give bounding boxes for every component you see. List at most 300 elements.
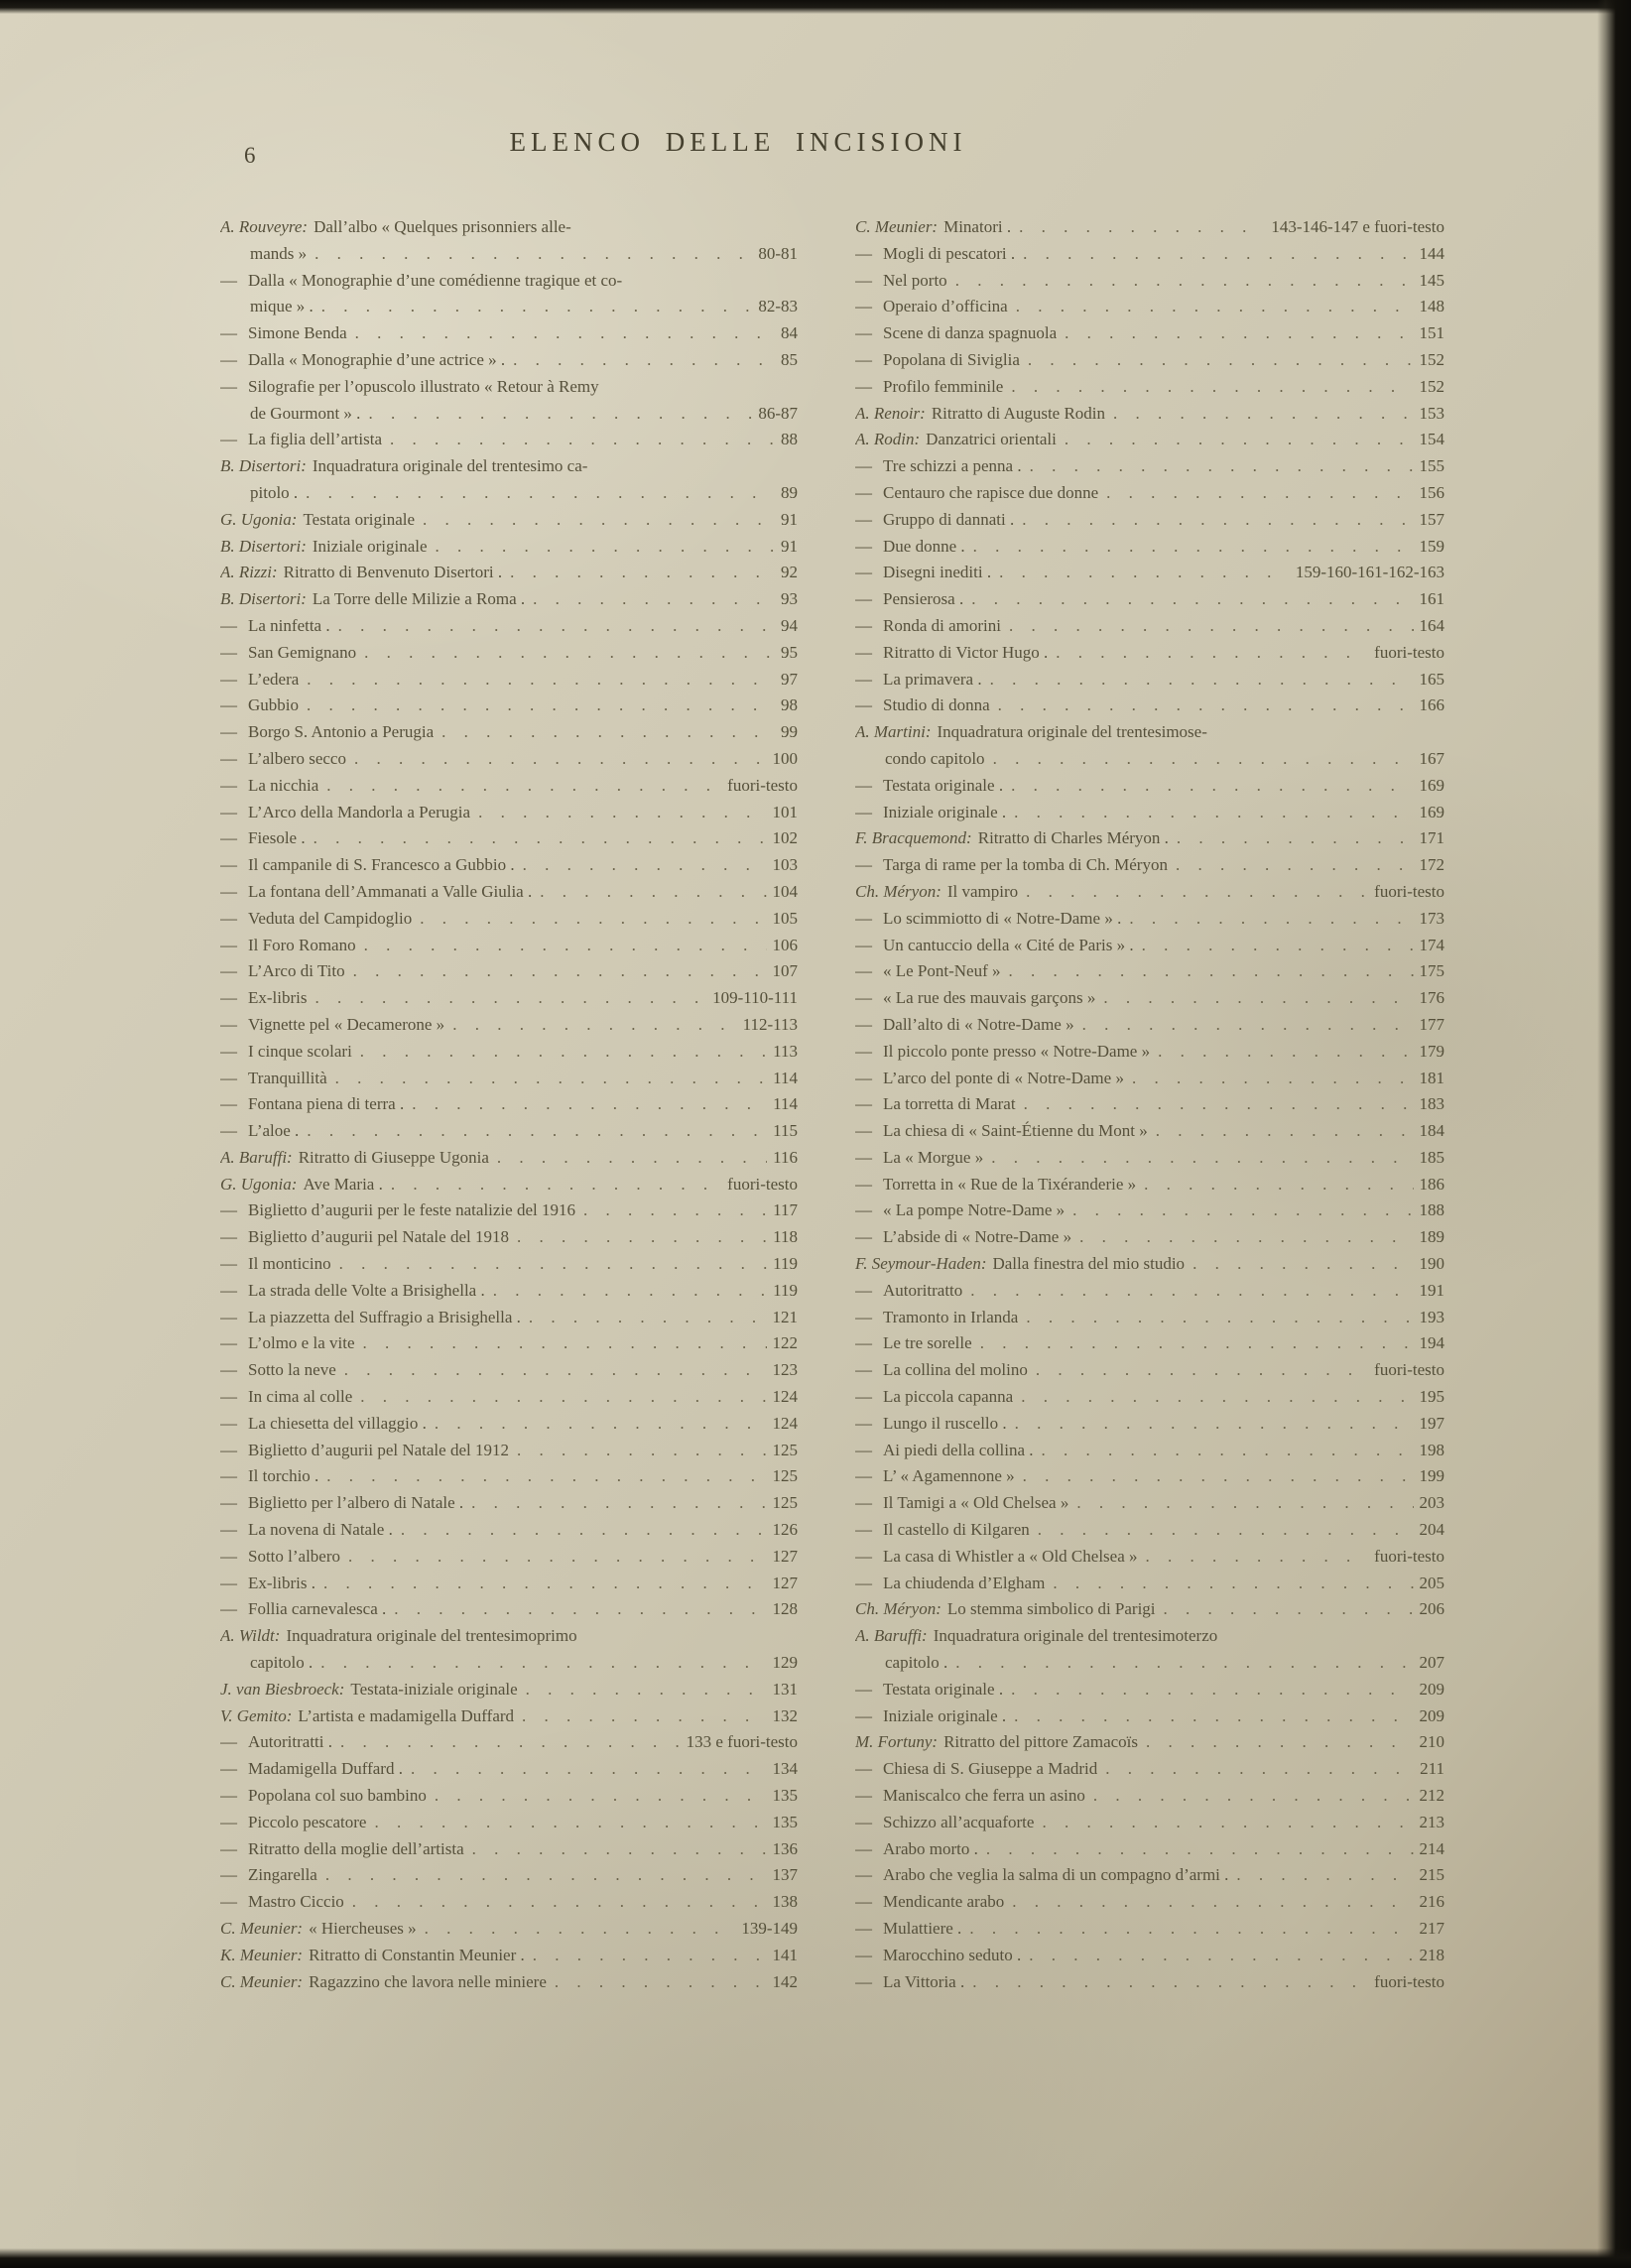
toc-entry	[220, 933, 798, 959]
page-ref: 171	[1419, 828, 1444, 848]
entry-author: —	[855, 961, 872, 981]
entry-title: Danzatrici orientali	[926, 430, 1057, 449]
toc-entry	[220, 879, 798, 906]
entry-text	[855, 1384, 1013, 1411]
dot-leader	[1021, 1384, 1413, 1411]
entry-text	[220, 825, 306, 852]
entry-text	[220, 879, 532, 906]
toc-entry	[855, 1305, 1444, 1331]
toc-entry	[855, 1197, 1444, 1224]
entry-title: La torretta di Marat	[883, 1094, 1016, 1114]
entry-text	[220, 1862, 317, 1889]
dot-leader	[972, 1969, 1368, 1996]
page-ref: 159	[1419, 536, 1444, 556]
toc-entry	[855, 320, 1444, 347]
dot-leader	[1177, 825, 1414, 852]
toc-entry	[220, 1305, 798, 1331]
page-ref: 101	[772, 802, 798, 821]
toc-entry	[855, 480, 1444, 507]
page-ref: 199	[1419, 1466, 1444, 1486]
toc-entry	[220, 1836, 798, 1863]
entry-title: L’arco del ponte di « Notre-Dame »	[883, 1068, 1124, 1087]
entry-title: Mogli di pescatori .	[883, 243, 1016, 263]
dot-leader	[1028, 347, 1414, 374]
entry-title: Lo stemma simbolico di Parigi	[946, 1599, 1156, 1619]
entry-author: —	[220, 1493, 237, 1513]
toc-entry	[220, 1251, 798, 1278]
entry-author: —	[855, 536, 872, 556]
entry-author: —	[855, 1147, 872, 1167]
entry-title: Ai piedi della collina .	[883, 1440, 1034, 1459]
toc-entry	[855, 1251, 1444, 1278]
entry-title: Il Tamigi a « Old Chelsea »	[883, 1493, 1069, 1513]
dot-leader	[326, 773, 721, 800]
page-ref: 210	[1419, 1732, 1444, 1752]
dot-leader	[1129, 906, 1413, 933]
entry-text	[220, 693, 299, 719]
dot-leader	[529, 1305, 767, 1331]
page-ref: 188	[1419, 1200, 1444, 1220]
page-ref: 142	[772, 1971, 798, 1991]
page-ref: 84	[781, 323, 798, 343]
entry-title: Zingarella	[248, 1865, 317, 1885]
dot-leader	[1011, 1677, 1413, 1703]
page-ref: 213	[1419, 1812, 1444, 1831]
entry-title: La chiesetta del villaggio .	[248, 1413, 427, 1433]
entry-title: Centauro che rapisce due donne	[883, 482, 1099, 502]
dot-leader	[1030, 453, 1414, 480]
entry-text	[855, 693, 990, 719]
entry-title: L’albero secco	[248, 748, 346, 768]
page-ref: 135	[772, 1812, 798, 1831]
dot-leader	[363, 1330, 767, 1357]
dot-leader	[1065, 427, 1414, 453]
entry-text	[220, 800, 470, 826]
page-ref: fuori-testo	[1374, 881, 1444, 901]
dot-leader	[1105, 1756, 1414, 1783]
entry-title: Le tre sorelle	[883, 1333, 972, 1353]
page-ref: 215	[1419, 1865, 1444, 1885]
entry-title: Dall’albo « Quelques prisonniers alle-	[314, 217, 571, 236]
dot-leader	[452, 1012, 736, 1039]
page-ref: 109-110-111	[712, 988, 798, 1008]
toc-entry	[855, 1172, 1444, 1198]
entry-author: —	[220, 908, 237, 928]
entry-author: —	[855, 1413, 872, 1433]
entry-title: Arabo che veglia la salma di un compagno d’armi .	[883, 1865, 1229, 1885]
entry-text	[220, 613, 330, 640]
entry-title: Due donne .	[883, 536, 965, 556]
toc-entry	[220, 347, 798, 374]
toc-entry	[220, 1783, 798, 1810]
entry-title: Ritratto di Constantin Meunier .	[309, 1945, 525, 1964]
dot-leader	[955, 1650, 1413, 1677]
dot-leader	[339, 1251, 768, 1278]
dot-leader	[1026, 879, 1368, 906]
page-ref: 119	[773, 1254, 798, 1274]
toc-entry	[220, 613, 798, 640]
page-ref: 194	[1419, 1333, 1444, 1353]
toc-entry	[220, 1012, 798, 1039]
dot-leader	[335, 1066, 767, 1092]
entry-text	[855, 852, 1168, 879]
dot-leader	[1146, 1729, 1413, 1756]
page-ref: 91	[781, 536, 798, 556]
page-ref: 124	[772, 1413, 798, 1433]
entry-author: —	[220, 1812, 237, 1831]
entry-text	[855, 1224, 1071, 1251]
entry-author: —	[855, 1280, 872, 1300]
dot-leader	[355, 320, 775, 347]
column-right	[855, 214, 1444, 1995]
toc-entry	[220, 667, 798, 693]
dot-leader	[523, 852, 767, 879]
toc-entry	[220, 214, 798, 241]
entry-text	[220, 374, 599, 401]
toc-entry	[855, 374, 1444, 401]
dot-leader	[401, 1517, 767, 1544]
entry-title-continued: de Gourmont » .	[250, 403, 361, 423]
entry-text	[855, 320, 1057, 347]
entry-title: L’artista e madamigella Duffard	[298, 1705, 515, 1725]
toc-entry	[855, 586, 1444, 613]
entry-text	[855, 1172, 1136, 1198]
dot-leader	[1076, 1490, 1413, 1517]
entry-text	[855, 480, 1098, 507]
entry-author: —	[220, 722, 237, 742]
entry-author: —	[220, 1014, 237, 1034]
entry-text	[855, 667, 982, 693]
entry-text	[220, 640, 356, 667]
entry-text	[855, 719, 1207, 746]
page-ref: 191	[1419, 1280, 1444, 1300]
toc-entry	[220, 507, 798, 534]
entry-author: B. Disertori:	[220, 589, 307, 609]
entry-title-continued: pitolo .	[250, 482, 299, 502]
entry-author: —	[855, 1520, 872, 1540]
entry-author: —	[855, 1892, 872, 1912]
entry-author: A. Baruffi:	[220, 1147, 293, 1167]
entry-author: —	[220, 1360, 237, 1380]
entry-text	[855, 1969, 964, 1996]
toc-entry	[855, 1836, 1444, 1863]
entry-author: —	[855, 669, 872, 689]
entry-author: —	[855, 323, 872, 343]
toc-entry	[855, 1012, 1444, 1039]
toc-entry	[855, 667, 1444, 693]
entry-text	[220, 1756, 403, 1783]
entry-title: Tramonto in Irlanda	[883, 1307, 1019, 1326]
entry-title: L’ « Agamennone »	[883, 1466, 1015, 1486]
entry-text	[855, 933, 1134, 959]
entry-title: Testata-iniziale originale	[350, 1679, 518, 1699]
entry-author: —	[855, 1068, 872, 1087]
entry-author: B. Disertori:	[220, 456, 307, 476]
entry-author: —	[220, 1520, 237, 1540]
entry-title: Il Foro Romano	[248, 935, 356, 954]
toc-entry	[855, 1517, 1444, 1544]
entry-title: La ninfetta .	[248, 615, 330, 635]
entry-text	[855, 1118, 1148, 1145]
page-ref: 181	[1419, 1068, 1444, 1087]
page-ref: 216	[1419, 1892, 1444, 1912]
entry-text	[855, 1571, 1045, 1597]
toc-entry-continuation	[220, 401, 798, 428]
page-ref: 209	[1419, 1705, 1444, 1725]
entry-author: —	[855, 1786, 872, 1806]
column-left	[220, 214, 798, 1995]
entry-author: —	[220, 270, 237, 290]
entry-author: —	[855, 695, 872, 715]
dot-leader	[374, 1810, 766, 1836]
entry-text	[220, 1278, 485, 1305]
entry-author: J. van Biesbroeck:	[220, 1679, 345, 1699]
entry-text	[855, 1623, 1217, 1650]
dot-leader	[314, 241, 752, 268]
page-ref: 214	[1419, 1838, 1444, 1858]
entry-text	[220, 1623, 577, 1650]
entry-author: —	[220, 669, 237, 689]
entry-author: A. Wildt:	[220, 1626, 281, 1646]
page-ref: 92	[781, 563, 798, 582]
entry-author: A. Rodin:	[855, 430, 921, 449]
page-ref: 80-81	[758, 243, 798, 263]
dot-leader	[991, 1145, 1413, 1172]
entry-author: —	[220, 1838, 237, 1858]
entry-text	[855, 427, 1057, 453]
folio-number: 6	[244, 143, 257, 168]
dot-leader	[971, 586, 1413, 613]
dot-leader	[441, 719, 775, 746]
toc-entry	[220, 586, 798, 613]
toc-entry-continuation	[220, 480, 798, 507]
toc-entry	[855, 268, 1444, 295]
dot-leader	[425, 1916, 736, 1943]
toc-entry	[220, 1703, 798, 1730]
entry-author: —	[855, 1121, 872, 1141]
entry-text	[220, 1596, 386, 1623]
toc-entry	[855, 985, 1444, 1012]
entry-title: Ritratto di Giuseppe Ugonia	[298, 1147, 489, 1167]
toc-entry	[220, 1039, 798, 1066]
entry-title: L’aloe .	[248, 1121, 300, 1141]
toc-entry	[220, 1916, 798, 1943]
entry-text	[220, 1251, 331, 1278]
dot-leader	[1014, 800, 1413, 826]
entry-author: —	[855, 1705, 872, 1725]
toc-entry	[855, 852, 1444, 879]
dot-leader	[1103, 985, 1413, 1012]
page-ref: 93	[781, 589, 798, 609]
entry-author: B. Disertori:	[220, 536, 307, 556]
entry-author: —	[220, 1759, 237, 1779]
dot-leader	[394, 1596, 766, 1623]
toc-entry	[855, 879, 1444, 906]
toc-entry	[220, 1411, 798, 1438]
entry-text	[855, 347, 1020, 374]
entry-author: Ch. Méryon:	[855, 1599, 941, 1619]
dot-leader	[472, 1836, 767, 1863]
page-ref: 105	[772, 908, 798, 928]
entry-title: Pensierosa .	[883, 589, 964, 609]
entry-title: Tre schizzi a penna .	[883, 456, 1022, 476]
entry-title: Veduta del Campidoglio	[248, 908, 413, 928]
entry-text	[855, 1836, 978, 1863]
entry-author: —	[220, 1573, 237, 1592]
dot-leader	[307, 1118, 767, 1145]
entry-author: —	[855, 855, 872, 875]
photo-edge-top	[0, 0, 1631, 14]
entry-title: Ronda di amorini	[883, 615, 1001, 635]
page-ref: 125	[772, 1440, 798, 1459]
entry-text	[220, 586, 525, 613]
entry-title: Sotto la neve	[248, 1360, 336, 1380]
dot-leader	[497, 1145, 767, 1172]
entry-title: Il torchio .	[248, 1466, 319, 1486]
page-ref: 136	[772, 1838, 798, 1858]
dot-leader	[1022, 507, 1413, 534]
dot-leader	[1053, 1571, 1413, 1597]
entry-author: —	[855, 1227, 872, 1247]
page-ref: 102	[772, 828, 798, 848]
toc-entry	[855, 1756, 1444, 1783]
dot-leader	[344, 1357, 767, 1384]
toc-entry-continuation	[220, 294, 798, 320]
entry-author: C. Meunier:	[220, 1919, 304, 1938]
toc-entry	[220, 1357, 798, 1384]
page-ref: 207	[1419, 1653, 1444, 1673]
entry-title: Fontana piena di terra .	[248, 1094, 405, 1114]
page-ref: 82-83	[758, 297, 798, 316]
entry-author: —	[855, 935, 872, 954]
toc-entry	[855, 1783, 1444, 1810]
dot-leader	[517, 1438, 767, 1464]
toc-entry	[220, 1943, 798, 1969]
dot-leader	[412, 1091, 767, 1118]
entry-author: —	[855, 297, 872, 316]
entry-title: La collina del molino	[883, 1360, 1028, 1380]
dot-leader	[998, 693, 1414, 719]
entry-text	[855, 1066, 1124, 1092]
dot-leader	[1036, 1357, 1368, 1384]
dot-leader	[1156, 1118, 1414, 1145]
entry-author: —	[220, 1280, 237, 1300]
entry-text	[855, 640, 1048, 667]
entry-author: —	[855, 1546, 872, 1566]
page-ref: 175	[1419, 961, 1444, 981]
page-ref: 145	[1419, 270, 1444, 290]
dot-leader	[1164, 1596, 1414, 1623]
entry-title: San Gemignano	[248, 642, 357, 662]
dot-leader	[1079, 1224, 1413, 1251]
page-ref: 98	[781, 695, 798, 715]
toc-entry	[220, 1384, 798, 1411]
dot-leader	[1065, 320, 1413, 347]
dot-leader	[1012, 1889, 1413, 1916]
entry-text	[855, 268, 947, 295]
entry-author: F. Bracquemond:	[855, 828, 972, 848]
toc-entry	[855, 427, 1444, 453]
dot-leader	[533, 586, 775, 613]
page-ref: fuori-testo	[1374, 1971, 1444, 1991]
entry-author: —	[855, 563, 872, 582]
toc-entry	[220, 1756, 798, 1783]
page-ref: 154	[1419, 430, 1444, 449]
entry-title: Madamigella Duffard .	[248, 1759, 403, 1779]
entry-author: —	[220, 1333, 237, 1353]
toc-entry-continuation	[855, 746, 1444, 773]
dot-leader	[540, 879, 766, 906]
page-ref: 164	[1419, 615, 1444, 635]
toc-entry	[220, 1729, 798, 1756]
page-ref: 137	[772, 1865, 798, 1885]
toc-entry	[855, 1118, 1444, 1145]
entry-author: —	[855, 349, 872, 369]
dot-leader	[526, 1677, 767, 1703]
page-ref: fuori-testo	[1374, 1546, 1444, 1566]
entry-text	[855, 374, 1003, 401]
dot-leader	[354, 746, 767, 773]
entry-text	[855, 879, 1018, 906]
page-ref: 106	[772, 935, 798, 954]
entry-author: A. Martini:	[855, 722, 932, 742]
toc-entry	[855, 560, 1444, 586]
dot-leader	[1236, 1862, 1413, 1889]
entry-title: Dalla « Monographie d’une actrice » .	[248, 349, 506, 369]
toc-entry	[220, 825, 798, 852]
entry-title: Profilo femminile	[883, 376, 1004, 396]
entry-text	[220, 268, 622, 295]
entry-author: —	[855, 988, 872, 1008]
toc-entry	[855, 1278, 1444, 1305]
page-ref: 179	[1419, 1041, 1444, 1061]
entry-text	[220, 667, 299, 693]
entry-title: La piccola capanna	[883, 1387, 1014, 1407]
entry-title: Biglietto d’augurii per le feste natalizie del 1916	[248, 1200, 575, 1220]
page-ref: 86-87	[758, 403, 798, 423]
entry-title: Mastro Ciccio	[248, 1892, 344, 1912]
entry-author: —	[220, 1865, 237, 1885]
dot-leader	[1176, 852, 1414, 879]
dot-leader	[1011, 374, 1413, 401]
toc-entry	[855, 613, 1444, 640]
page-ref: 131	[772, 1679, 798, 1699]
entry-text	[855, 401, 1105, 428]
toc-entry	[855, 1889, 1444, 1916]
toc-entry	[855, 1224, 1444, 1251]
page-ref: 138	[772, 1892, 798, 1912]
toc-entry	[855, 1703, 1444, 1730]
dot-leader	[1113, 401, 1413, 428]
entry-author: —	[855, 1971, 872, 1991]
entry-title-continued: capitolo .	[250, 1653, 314, 1673]
entry-title: Iniziale originale .	[883, 1705, 1007, 1725]
dot-leader	[999, 560, 1290, 586]
entry-author: C. Meunier:	[220, 1971, 304, 1991]
entry-title: La primavera .	[883, 669, 982, 689]
entry-author: —	[855, 1094, 872, 1114]
dot-leader	[420, 906, 766, 933]
page-ref: 88	[781, 430, 798, 449]
entry-title: Popolana di Siviglia	[883, 349, 1020, 369]
page-ref: 190	[1419, 1254, 1444, 1274]
entry-text	[220, 1118, 299, 1145]
entry-text	[220, 1490, 463, 1517]
entry-author: —	[855, 376, 872, 396]
entry-author: —	[855, 1360, 872, 1380]
dot-leader	[353, 958, 767, 985]
entry-author: —	[855, 1679, 872, 1699]
